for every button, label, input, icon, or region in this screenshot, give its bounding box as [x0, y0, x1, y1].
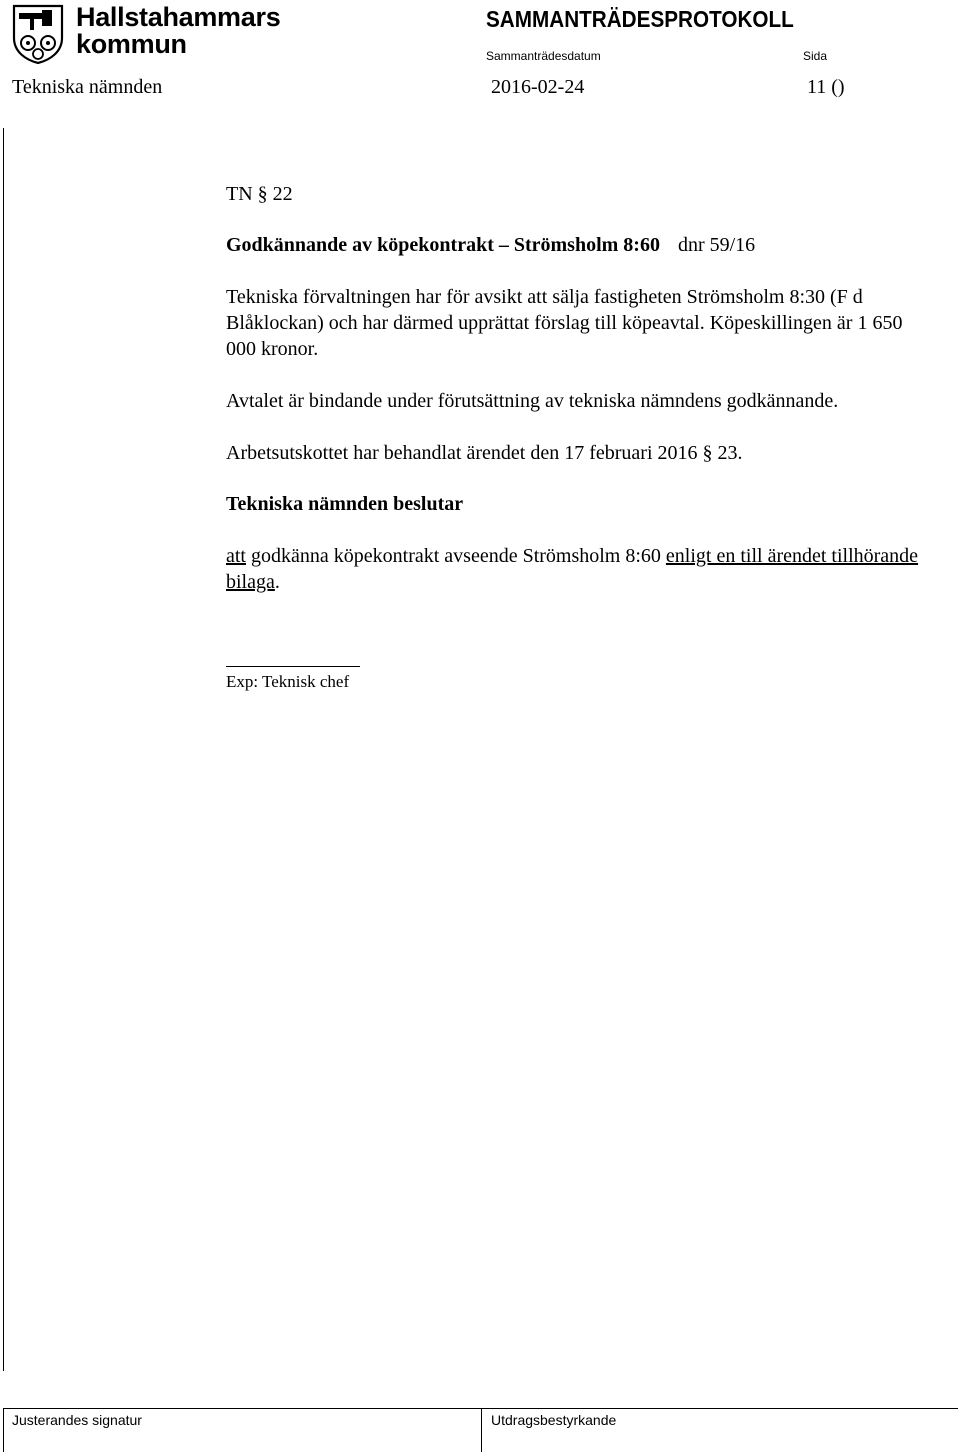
extract-certification-label: Utdragsbestyrkande [491, 1412, 617, 1428]
coat-of-arms-icon [12, 4, 64, 64]
decision-end: . [274, 571, 280, 593]
meeting-date: 2016-02-24 [491, 76, 585, 98]
footer-divider [481, 1408, 482, 1452]
background-paragraph: Tekniska förvaltningen har för avsikt att sälja fastigheten Strömsholm 8:30 (F d Blåklockan) och har därmed upprättat förslag till köpeavtal. Köpeskillingen är 1 650 000 kronor. [226, 286, 903, 360]
item-title: Godkännande av köpekontrakt – Strömsholm 8:60 [226, 234, 660, 256]
registration-number: dnr 59/16 [677, 234, 756, 256]
item-heading [226, 232, 926, 258]
decision-body: godkänna köpekontrakt avseende Strömsholm 8:60 [246, 545, 666, 567]
page-label: Sida [803, 49, 828, 63]
document-type: SAMMANTRÄDESPROTOKOLL [486, 6, 794, 32]
meeting-date-label: Sammanträdesdatum [486, 49, 601, 63]
municipality-logo [12, 4, 282, 66]
section-id: TN § 22 [226, 183, 293, 205]
footer-left-rule [3, 1408, 4, 1452]
expedition-note: Exp: Teknisk chef [226, 672, 350, 691]
left-margin-rule [3, 128, 4, 1371]
page-number: 11 () [807, 76, 845, 98]
committee-name: Tekniska nämnden [12, 76, 163, 98]
committee-review-paragraph: Arbetsutskottet har behandlat ärendet den 17 februari 2016 § 23. [226, 442, 743, 464]
decision-heading: Tekniska nämnden beslutar [226, 493, 464, 515]
decision-text [226, 543, 926, 595]
logo-line-2: kommun [76, 29, 187, 59]
decision-att: att [226, 545, 246, 567]
attachment-reference: enligt en till ärendet tillhörande bilaga [226, 545, 919, 593]
signature-label: Justerandes signatur [12, 1412, 142, 1428]
binding-condition-paragraph: Avtalet är bindande under förutsättning av tekniska nämndens godkännande. [226, 390, 839, 412]
expedition-rule [226, 666, 360, 667]
logo-line-1: Hallstahammars [76, 2, 281, 32]
